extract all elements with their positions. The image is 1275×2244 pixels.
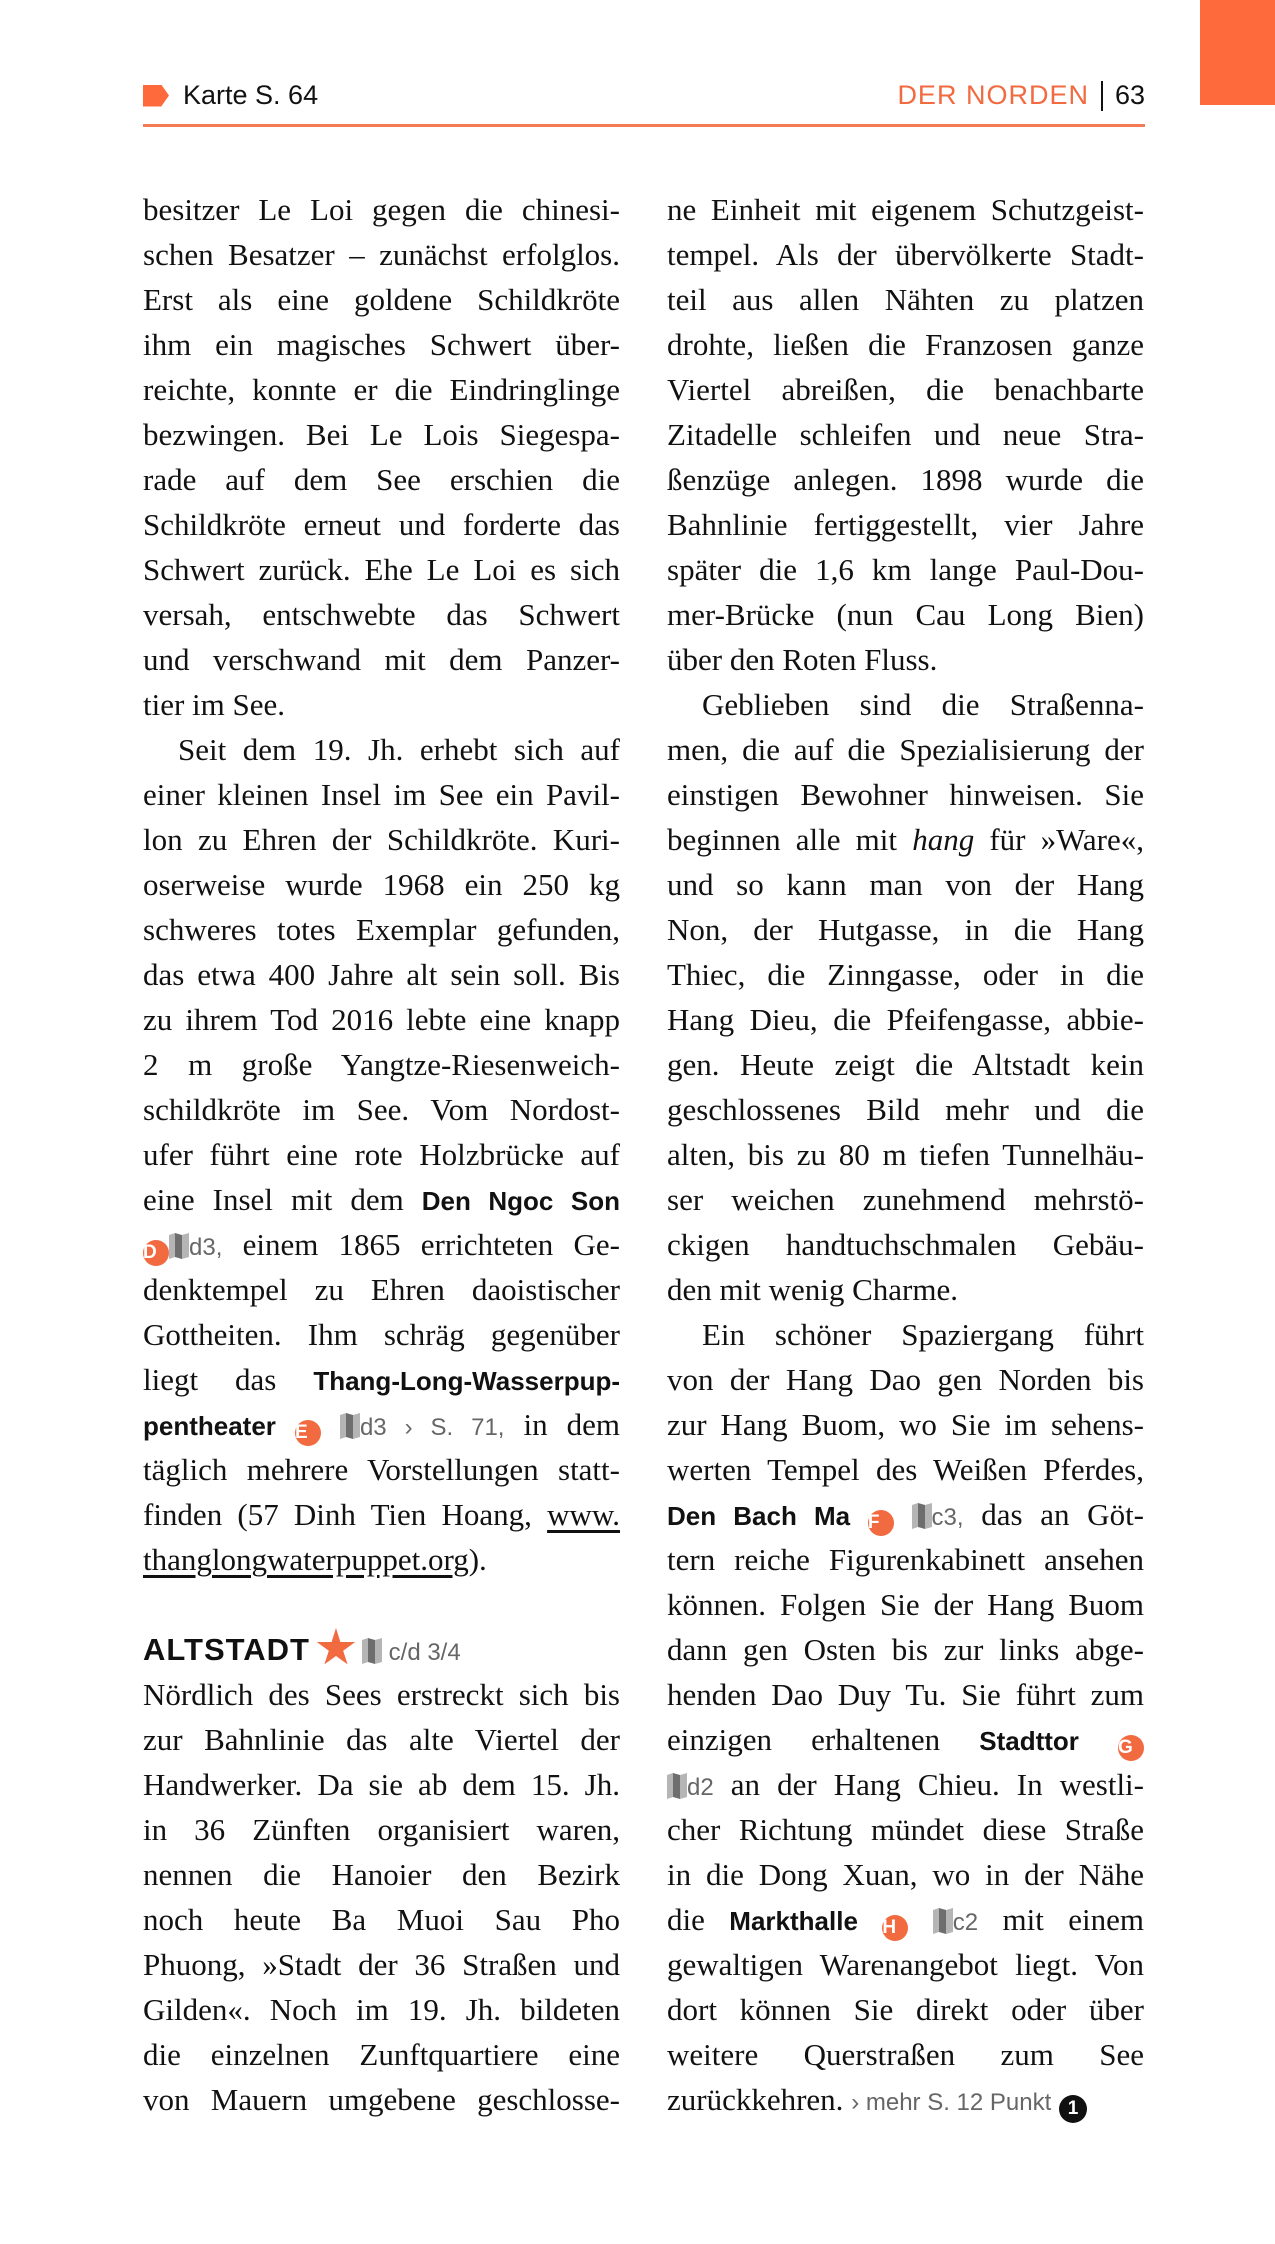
- text-line: [143, 1807, 620, 1852]
- text-run: mer-Brücke (nun Cau Long Bien): [667, 597, 1144, 632]
- text-line: [143, 547, 620, 592]
- text-run: die einzelnen Zunftquartiere eine: [143, 2037, 620, 2072]
- text-run: rade auf dem See erschien die: [143, 462, 620, 497]
- text-run: teil aus allen Nähten zu platzen: [667, 282, 1144, 317]
- text-line: [143, 1312, 620, 1357]
- text-line: [667, 187, 1144, 232]
- text-run: von Mauern umgebene geschlosse-: [143, 2082, 620, 2117]
- text-line: [667, 1627, 1144, 1672]
- poi-name: Den Bach Ma: [667, 1501, 851, 1531]
- text-line: [143, 2077, 620, 2122]
- page-header: [143, 78, 1145, 127]
- poi-marker-icon: F: [868, 1510, 894, 1536]
- map-grid-ref[interactable]: › mehr S. 12 Punkt: [851, 2089, 1052, 2116]
- text-line: [143, 1492, 620, 1537]
- poi-marker-icon: G: [1118, 1735, 1144, 1761]
- text-run: Non, der Hutgasse, in die Hang: [667, 912, 1144, 947]
- text-run: Geblieben sind die Straßenna-: [702, 687, 1144, 722]
- divider: [1101, 81, 1103, 111]
- text-run: Erst als eine goldene Schildkröte: [143, 282, 620, 317]
- text-line: [143, 817, 620, 862]
- text-run: zurückkehren.: [667, 2082, 852, 2117]
- text-run: ihm ein magisches Schwert über-: [143, 327, 620, 362]
- text-line: [667, 232, 1144, 277]
- text-run: und verschwand mit dem Panzer-: [143, 642, 620, 677]
- text-line: [143, 502, 620, 547]
- map-reference-label: Karte S. 64: [183, 80, 319, 110]
- text-line: [143, 187, 620, 232]
- text-run: dort können Sie direkt oder über: [667, 1992, 1144, 2027]
- text-run: men, die auf die Spezialisierung der: [667, 732, 1144, 767]
- text-line: [667, 997, 1144, 1042]
- text-run: tier im See.: [143, 687, 286, 722]
- text-line: [667, 2077, 1144, 2122]
- text-line: [667, 1357, 1144, 1402]
- text-line: [667, 502, 1144, 547]
- text-run: bezwingen. Bei Le Lois Siegespa-: [143, 417, 620, 452]
- text-run: über den Roten Fluss.: [667, 642, 938, 677]
- text-run: an der Hang Chieu. In westli-: [713, 1767, 1144, 1802]
- map-grid-ref[interactable]: d3 › S. 71,: [359, 1414, 505, 1441]
- map-icon: [169, 1226, 189, 1252]
- text-run: den mit wenig Charme.: [667, 1272, 958, 1307]
- text-run: [1051, 2082, 1059, 2117]
- text-line: [143, 592, 620, 637]
- text-line: [667, 1987, 1144, 2032]
- website-link[interactable]: www.: [547, 1497, 620, 1532]
- text-line: [143, 1852, 620, 1897]
- chapter-tab: [1200, 0, 1275, 105]
- text-run: besitzer Le Loi gegen die chinesi-: [143, 192, 620, 227]
- text-run: von der Hang Dao gen Norden bis: [667, 1362, 1144, 1397]
- text-line: [667, 1222, 1144, 1267]
- text-line: [667, 862, 1144, 907]
- text-run: [908, 1902, 932, 1937]
- text-run: Seit dem 19. Jh. erhebt sich auf: [178, 732, 620, 767]
- text-run: lon zu Ehren der Schildkröte. Kuri-: [143, 822, 620, 857]
- text-run: liegt das: [143, 1362, 314, 1397]
- text-run: einer kleinen Insel im See ein Pavil-: [143, 777, 620, 812]
- text-run: nennen die Hanoier den Bezirk: [143, 1857, 620, 1892]
- text-run: 2 m große Yangtze-Riesenweich-: [143, 1047, 620, 1082]
- poi-marker-icon: D: [143, 1240, 169, 1266]
- text-line: [667, 2032, 1144, 2077]
- text-line: [667, 1402, 1144, 1447]
- text-run: das an Göt-: [963, 1497, 1144, 1532]
- map-grid-ref: d2: [687, 1774, 714, 1801]
- text-line: [667, 637, 1144, 682]
- text-run: ser weichen zunehmend mehrstö-: [667, 1182, 1144, 1217]
- text-line: [143, 1447, 620, 1492]
- text-line: [667, 907, 1144, 952]
- text-run: reichte, konnte er die Eindringlinge: [143, 372, 620, 407]
- text-line: [143, 1672, 620, 1717]
- text-line: [667, 1582, 1144, 1627]
- map-icon: [340, 1406, 360, 1432]
- text-run: Schildkröte erneut und forderte das: [143, 507, 620, 542]
- text-run: beginnen alle mit: [667, 822, 913, 857]
- text-run: alten, bis zu 80 m tiefen Tunnelhäu-: [667, 1137, 1144, 1172]
- text-run: werten Tempel des Weißen Pferdes,: [667, 1452, 1144, 1487]
- text-line: [143, 637, 620, 682]
- text-line: [143, 862, 620, 907]
- text-run: Thiec, die Zinngasse, oder in die: [667, 957, 1144, 992]
- text-line: [667, 412, 1144, 457]
- text-line: [143, 457, 620, 502]
- text-line: [667, 1537, 1144, 1582]
- text-run: das etwa 400 Jahre alt sein soll. Bis: [143, 957, 620, 992]
- text-line: [667, 1672, 1144, 1717]
- map-icon: [912, 1496, 932, 1522]
- text-line: [667, 952, 1144, 997]
- text-run: schweres totes Exemplar gefunden,: [143, 912, 620, 947]
- poi-name: Markthalle: [729, 1906, 858, 1936]
- text-run: ).: [468, 1542, 487, 1577]
- text-run: später die 1,6 km lange Paul-Dou-: [667, 552, 1144, 587]
- text-run: Hang Dieu, die Pfeifengasse, abbie-: [667, 1002, 1144, 1037]
- text-line: [143, 232, 620, 277]
- text-line: [143, 1942, 620, 1987]
- text-line: [667, 592, 1144, 637]
- text-line: [667, 457, 1144, 502]
- page-number: 63: [1114, 80, 1145, 110]
- text-run: einzigen erhaltenen: [667, 1722, 980, 1757]
- text-line: [143, 1987, 620, 2032]
- text-run: oserweise wurde 1968 ein 250 kg: [143, 867, 620, 902]
- poi-name: Stadttor: [979, 1726, 1079, 1756]
- text-run: tern reiche Figurenkabinett ansehen: [667, 1542, 1144, 1577]
- text-run: cher Richtung mündet diese Straße: [667, 1812, 1144, 1847]
- text-run: [850, 1497, 868, 1532]
- text-line: [143, 1042, 620, 1087]
- poi-name: Thang-Long-Wasserpup-: [313, 1366, 620, 1396]
- text-run: Handwerker. Da sie ab dem 15. Jh.: [143, 1767, 620, 1802]
- text-run: weitere Querstraßen zum See: [667, 2037, 1144, 2072]
- map-grid-ref: c/d 3/4: [381, 1639, 461, 1666]
- text-line: [667, 1852, 1144, 1897]
- map-reference[interactable]: [143, 80, 318, 111]
- text-line: [667, 1267, 1144, 1312]
- text-line: [667, 682, 1144, 727]
- text-run: henden Dao Duy Tu. Sie führt zum: [667, 1677, 1144, 1712]
- text-line: [143, 1132, 620, 1177]
- text-line: [667, 727, 1144, 772]
- text-run: für »Ware«,: [974, 822, 1145, 857]
- text-column-left: [143, 187, 620, 2122]
- text-line: [143, 1582, 620, 1627]
- text-line: [143, 727, 620, 772]
- map-grid-ref: c2: [952, 1909, 979, 1936]
- text-run: Phuong, »Stadt der 36 Straßen und: [143, 1947, 620, 1982]
- text-run: [1079, 1722, 1118, 1757]
- star-icon: [316, 1628, 356, 1668]
- section-title: DER NORDEN: [897, 80, 1089, 110]
- text-line: [667, 547, 1144, 592]
- text-run: zur Bahnlinie das alte Viertel der: [143, 1722, 620, 1757]
- website-link[interactable]: thanglongwaterpuppet.org: [143, 1542, 469, 1577]
- map-grid-ref: c3,: [931, 1504, 964, 1531]
- poi-name: Den Ngoc Son: [421, 1186, 620, 1216]
- text-line: [143, 682, 620, 727]
- text-run: ufer führt eine rote Holzbrücke auf: [143, 1137, 620, 1172]
- text-run: gen. Heute zeigt die Altstadt kein: [667, 1047, 1144, 1082]
- text-run: ßenzüge anlegen. 1898 wurde die: [667, 462, 1144, 497]
- text-run: drohte, ließen die Franzosen ganze: [667, 327, 1144, 362]
- text-run: schildkröte im See. Vom Nordost-: [143, 1092, 620, 1127]
- text-line: [667, 1042, 1144, 1087]
- text-line: [143, 1087, 620, 1132]
- text-run: [276, 1407, 295, 1442]
- text-run: in dem: [504, 1407, 620, 1442]
- text-line: [667, 1447, 1144, 1492]
- text-run: einem 1865 errichteten Ge-: [222, 1227, 620, 1262]
- text-run: [321, 1407, 340, 1442]
- text-run: [894, 1497, 912, 1532]
- text-line: [143, 1267, 620, 1312]
- text-run: ne Einheit mit eigenem Schutzgeist-: [667, 192, 1144, 227]
- text-line: [143, 997, 620, 1042]
- text-run: einstigen Bewohner hinweisen. Sie: [667, 777, 1144, 812]
- map-icon: [933, 1901, 953, 1927]
- text-run: noch heute Ba Muoi Sau Pho: [143, 1902, 620, 1937]
- text-line: [143, 1627, 620, 1672]
- text-line: [667, 1897, 1144, 1942]
- text-run: finden (57 Dinh Tien Hoang,: [143, 1497, 548, 1532]
- text-run: gewaltigen Warenangebot liegt. Von: [667, 1947, 1144, 1982]
- text-line: [667, 1762, 1144, 1807]
- text-line: [143, 412, 620, 457]
- text-run: Gilden«. Noch im 19. Jh. bildeten: [143, 1992, 620, 2027]
- map-icon: [362, 1631, 382, 1657]
- text-line: [143, 1537, 620, 1582]
- text-run: täglich mehrere Vorstellungen statt-: [143, 1452, 620, 1487]
- text-line: [667, 1807, 1144, 1852]
- text-line: [143, 2032, 620, 2077]
- text-run: Gottheiten. Ihm schräg gegenüber: [143, 1317, 620, 1352]
- text-line: [143, 907, 620, 952]
- text-run: in 36 Zünften organisiert waren,: [143, 1812, 620, 1847]
- arrow-icon: [143, 85, 169, 107]
- text-line: [143, 1897, 620, 1942]
- text-run: Viertel abreißen, die benachbarte: [667, 372, 1144, 407]
- text-line: [143, 322, 620, 367]
- poi-marker-icon: E: [295, 1420, 321, 1446]
- section-heading: ALTSTADT: [143, 1632, 310, 1667]
- text-run: zur Hang Buom, wo Sie im sehens-: [667, 1407, 1144, 1442]
- map-icon: [667, 1766, 687, 1792]
- text-run: in die Dong Xuan, wo in der Nähe: [667, 1857, 1144, 1892]
- text-line: [143, 1717, 620, 1762]
- text-line: [667, 277, 1144, 322]
- text-line: [667, 367, 1144, 412]
- text-run: Bahnlinie fertiggestellt, vier Jahre: [667, 507, 1144, 542]
- text-line: [143, 1402, 620, 1447]
- text-line: [667, 1942, 1144, 1987]
- text-run: eine Insel mit dem: [143, 1182, 422, 1217]
- text-line: [667, 1087, 1144, 1132]
- text-run: Ein schöner Spaziergang führt: [702, 1317, 1144, 1352]
- text-run: [858, 1902, 882, 1937]
- text-run: versah, entschwebte das Schwert: [143, 597, 620, 632]
- text-line: [667, 1177, 1144, 1222]
- text-run: ckigen handtuchschmalen Gebäu-: [667, 1227, 1144, 1262]
- text-run: zu ihrem Tod 2016 lebte eine knapp: [143, 1002, 620, 1037]
- text-line: [667, 1492, 1144, 1537]
- map-grid-ref: d3,: [189, 1234, 223, 1261]
- text-run: mit einem: [978, 1902, 1145, 1937]
- text-run: und so kann man von der Hang: [667, 867, 1144, 902]
- poi-name: pentheater: [143, 1411, 276, 1441]
- text-run: die: [667, 1902, 730, 1937]
- text-line: [667, 322, 1144, 367]
- text-run: tempel. Als der übervölkerte Stadt-: [667, 237, 1144, 272]
- text-run: Nördlich des Sees erstreckt sich bis: [143, 1677, 620, 1712]
- text-line: [143, 1177, 620, 1222]
- text-column-right: [667, 187, 1144, 2122]
- text-line: [143, 1762, 620, 1807]
- point-number-icon: 1: [1059, 2095, 1087, 2123]
- text-run: können. Folgen Sie der Hang Buom: [667, 1587, 1144, 1622]
- text-line: [143, 277, 620, 322]
- running-head: [897, 80, 1145, 111]
- text-run: Schwert zurück. Ehe Le Loi es sich: [143, 552, 620, 587]
- text-run: denktempel zu Ehren daoistischer: [143, 1272, 620, 1307]
- poi-marker-icon: H: [882, 1915, 908, 1941]
- text-run: Zitadelle schleifen und neue Stra-: [667, 417, 1144, 452]
- text-run: dann gen Osten bis zur links abge-: [667, 1632, 1144, 1667]
- text-line: [667, 1717, 1144, 1762]
- text-line: [143, 952, 620, 997]
- text-line: [143, 1222, 620, 1267]
- text-line: [667, 772, 1144, 817]
- text-line: [667, 1312, 1144, 1357]
- text-line: [143, 367, 620, 412]
- text-line: [143, 1357, 620, 1402]
- text-line: [667, 817, 1144, 862]
- italic-term: hang: [912, 822, 975, 857]
- text-line: [667, 1132, 1144, 1177]
- text-line: [143, 772, 620, 817]
- text-run: geschlossenes Bild mehr und die: [667, 1092, 1144, 1127]
- text-run: schen Besatzer – zunächst erfolglos.: [143, 237, 620, 272]
